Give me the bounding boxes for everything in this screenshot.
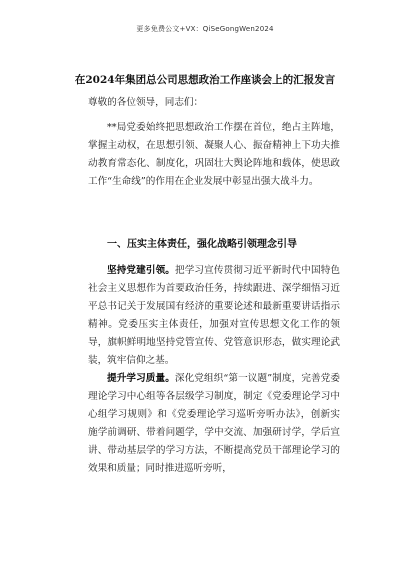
paragraph-text: 深化党组织“第一议题”制度，完善党委理论学习中心组等各层级学习制度，制定《党委理论学习中心组学习规则》和《党委理论学习巡听旁听办法》，创新实施学前调研、带着问题学，学中交流、加强研讨学，学后宣讲、带动基层学的学习方法，不断提高党员干部理论学习的效果和质量；同时推进巡听旁听，	[88, 373, 341, 474]
paragraph-study-quality	[88, 370, 340, 478]
paragraph-lead: 坚持党建引领。	[107, 265, 175, 276]
header-note: 更多免费公文+VX：QiSeGongWen2024	[136, 25, 274, 33]
intro-paragraph: **局党委始终把思想政治工作摆在首位，绝占主阵地，掌握主动权，在思想引领、凝聚人心、振奋精神上下功夫推动教育常态化、制度化，巩固壮大舆论阵地和载体，使思政工作“生命线”的作用在企业发展中彰显出强大战斗力。	[88, 122, 340, 187]
greeting: 尊敬的各位领导，同志们：	[88, 97, 204, 108]
paragraph-lead: 提升学习质量。	[107, 373, 175, 384]
section-heading-1: 一、压实主体责任，强化战略引领理念引导	[107, 239, 297, 250]
document-title: 在2024年集团总公司思想政治工作座谈会上的汇报发言	[74, 74, 336, 86]
paragraph-text: 把学习宣传贯彻习近平新时代中国特色社会主义思想作为首要政治任务，持续跟进、深学细悟习近平总书记关于发展国有经济的重要论述和最新重要讲话指示精神。党委压实主体责任，加强对宣传思想文化工作的领导，旗帜鲜明地坚持党管宣传、党管意识形态，做实理论武装，筑牢信仰之基。	[88, 265, 341, 366]
paragraph-party-leadership	[88, 262, 340, 370]
